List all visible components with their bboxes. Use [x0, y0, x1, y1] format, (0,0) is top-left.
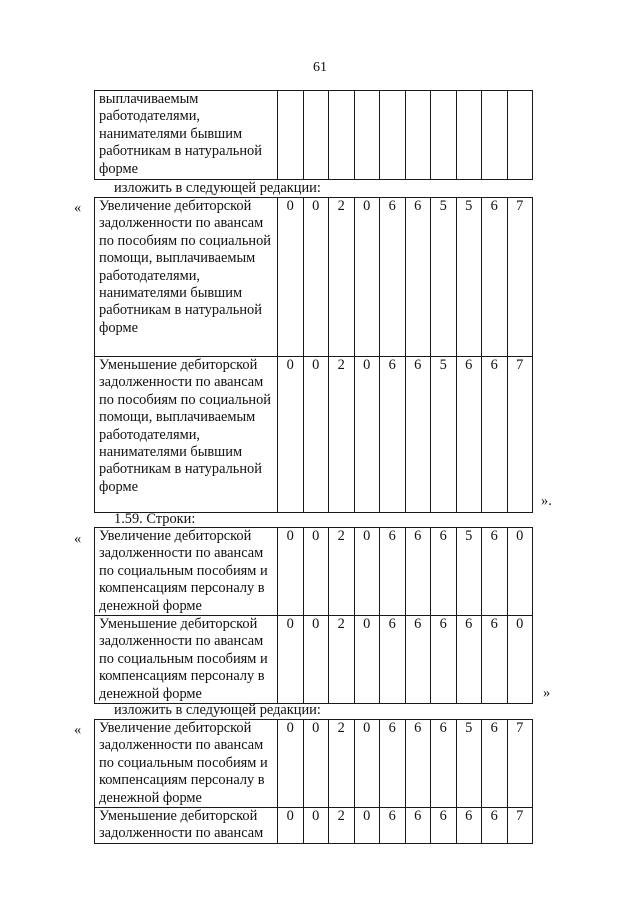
code-cell: 5 [456, 528, 482, 616]
code-cell: 6 [456, 808, 482, 844]
table-row [95, 720, 533, 808]
code-cell [354, 91, 380, 180]
code-cell: 6 [456, 616, 482, 704]
code-cell: 6 [431, 808, 457, 844]
code-cell [278, 91, 304, 180]
code-cell: 6 [482, 357, 508, 513]
code-cell [507, 91, 533, 180]
code-cell: 0 [278, 198, 304, 357]
code-cell: 0 [303, 720, 329, 808]
code-cell [380, 91, 406, 180]
code-cell: 2 [329, 720, 355, 808]
code-cell: 6 [431, 720, 457, 808]
open-quote: « [74, 531, 82, 547]
code-cell: 2 [329, 808, 355, 844]
row-label: Увеличение дебиторской задолженности по авансам по социальным пособиям и компенсациям персоналу в денежной форме [95, 528, 278, 616]
code-cell: 7 [507, 720, 533, 808]
code-cell: 6 [380, 357, 406, 513]
code-cell: 6 [482, 616, 508, 704]
code-cell: 0 [354, 198, 380, 357]
code-cell: 0 [354, 528, 380, 616]
code-table-old-rows [94, 527, 533, 704]
code-cell: 6 [405, 528, 431, 616]
code-cell: 7 [507, 808, 533, 844]
code-table-new-edition-1 [94, 197, 533, 513]
code-cell [456, 91, 482, 180]
code-cell: 0 [278, 528, 304, 616]
code-cell: 0 [354, 616, 380, 704]
row-label: Уменьшение дебиторской задолженности по авансам по социальным пособиям и компенсациям персоналу в денежной форме [95, 616, 278, 704]
code-table-continued [94, 90, 533, 180]
code-cell: 0 [303, 198, 329, 357]
table-row [95, 91, 533, 180]
code-cell: 0 [354, 808, 380, 844]
instruction-text: изложить в следующей редакции: [114, 702, 321, 718]
code-cell: 5 [431, 357, 457, 513]
code-cell: 0 [507, 616, 533, 704]
section-heading: 1.59. Строки: [114, 511, 196, 527]
code-cell: 6 [482, 198, 508, 357]
row-label: Увеличение дебиторской задолженности по авансам по социальным пособиям и компенсациям персоналу в денежной форме [95, 720, 278, 808]
code-cell: 2 [329, 357, 355, 513]
table-row [95, 357, 533, 513]
code-cell: 0 [278, 616, 304, 704]
code-table-new-edition-2 [94, 719, 533, 844]
code-cell: 0 [303, 616, 329, 704]
code-cell: 5 [431, 198, 457, 357]
row-label: Уменьшение дебиторской задолженности по авансам по пособиям по социальной помощи, выплачиваемым работодателями, нанимателями бывшим работникам в натуральной форме [95, 357, 278, 513]
code-cell: 6 [380, 616, 406, 704]
code-cell: 0 [354, 720, 380, 808]
code-cell: 0 [303, 528, 329, 616]
code-cell: 6 [482, 720, 508, 808]
instruction-text: изложить в следующей редакции: [114, 180, 321, 196]
code-cell: 6 [431, 616, 457, 704]
code-cell: 6 [380, 528, 406, 616]
open-quote: « [74, 200, 82, 216]
table-row [95, 528, 533, 616]
code-cell: 5 [456, 720, 482, 808]
code-cell: 0 [278, 720, 304, 808]
page-number: 61 [313, 60, 327, 75]
row-label: Увеличение дебиторской задолженности по авансам по пособиям по социальной помощи, выплачиваемым работодателями, нанимателями бывшим работникам в натуральной форме [95, 198, 278, 357]
code-cell: 6 [456, 357, 482, 513]
row-label: Уменьшение дебиторской задолженности по авансам [95, 808, 278, 844]
code-cell: 6 [482, 808, 508, 844]
code-cell: 6 [405, 357, 431, 513]
table-row [95, 198, 533, 357]
table-row [95, 808, 533, 844]
code-cell: 0 [278, 808, 304, 844]
code-cell [303, 91, 329, 180]
code-cell: 2 [329, 616, 355, 704]
code-cell [329, 91, 355, 180]
code-cell: 6 [380, 198, 406, 357]
code-cell: 0 [303, 357, 329, 513]
row-label: выплачиваемым работодателями, нанимателями бывшим работникам в натуральной форме [95, 91, 278, 180]
code-cell: 0 [507, 528, 533, 616]
code-cell: 2 [329, 198, 355, 357]
code-cell [405, 91, 431, 180]
code-cell: 6 [405, 198, 431, 357]
code-cell: 6 [380, 808, 406, 844]
code-cell: 6 [482, 528, 508, 616]
code-cell: 0 [278, 357, 304, 513]
code-cell: 0 [303, 808, 329, 844]
open-quote: « [74, 722, 82, 738]
close-quote: ». [541, 493, 552, 509]
code-cell: 6 [380, 720, 406, 808]
code-cell: 0 [354, 357, 380, 513]
table-row [95, 616, 533, 704]
code-cell: 6 [405, 720, 431, 808]
code-cell: 6 [405, 616, 431, 704]
code-cell: 6 [431, 528, 457, 616]
code-cell [431, 91, 457, 180]
code-cell: 5 [456, 198, 482, 357]
code-cell: 7 [507, 357, 533, 513]
code-cell: 6 [405, 808, 431, 844]
code-cell: 2 [329, 528, 355, 616]
code-cell [482, 91, 508, 180]
close-quote: » [543, 685, 551, 701]
code-cell: 7 [507, 198, 533, 357]
